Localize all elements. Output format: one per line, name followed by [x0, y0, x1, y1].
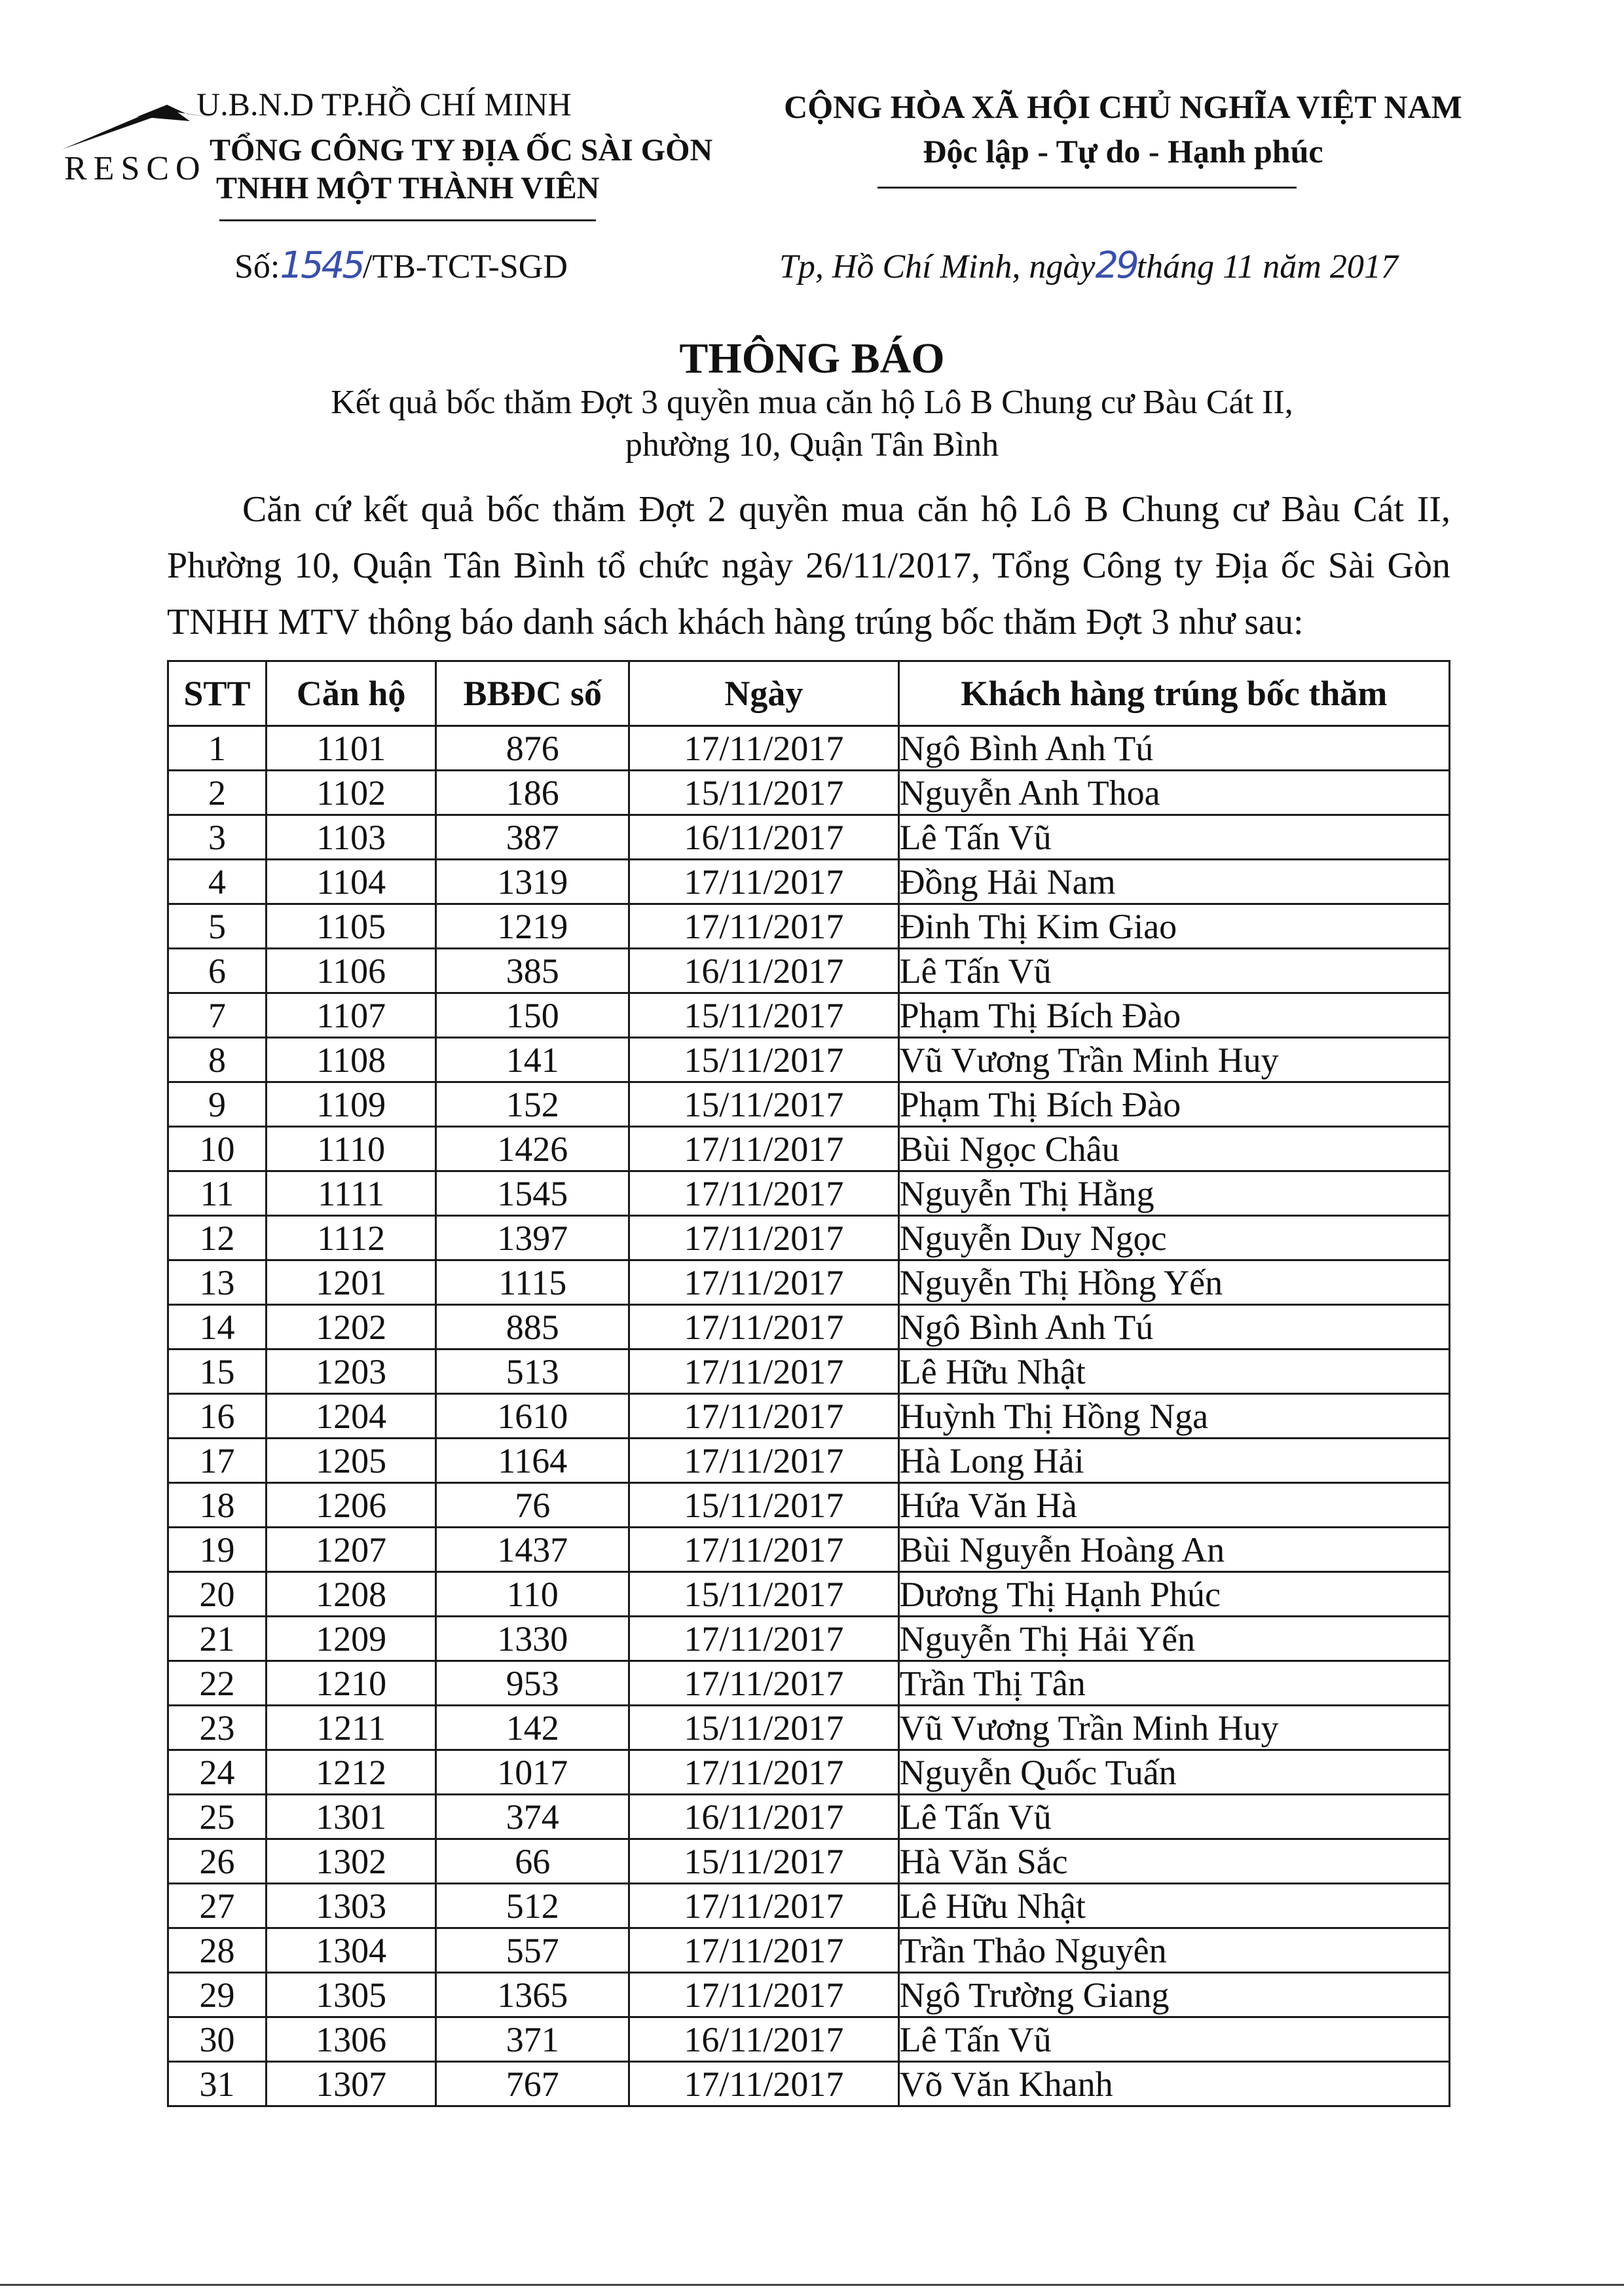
cell-date: 17/11/2017	[629, 1439, 899, 1483]
cell-contract-number: 1017	[436, 1750, 629, 1795]
cell-apartment: 1108	[266, 1038, 436, 1082]
table-row	[168, 1394, 1450, 1439]
cell-contract-number: 1164	[436, 1439, 629, 1483]
table-row	[168, 949, 1450, 993]
cell-date: 17/11/2017	[629, 1127, 899, 1171]
cell-date: 17/11/2017	[629, 904, 899, 949]
cell-apartment: 1107	[266, 993, 436, 1038]
table-row	[168, 1528, 1450, 1572]
cell-apartment: 1201	[266, 1260, 436, 1305]
cell-stt: 17	[168, 1439, 267, 1483]
cell-contract-number: 767	[436, 2062, 629, 2106]
cell-apartment: 1205	[266, 1439, 436, 1483]
cell-apartment: 1203	[266, 1349, 436, 1394]
cell-customer: Lê Tấn Vũ	[898, 2017, 1449, 2062]
cell-stt: 8	[168, 1038, 267, 1082]
cell-date: 17/11/2017	[629, 726, 899, 771]
cell-apartment: 1104	[266, 860, 436, 904]
cell-stt: 19	[168, 1528, 267, 1572]
table-row	[168, 815, 1450, 860]
cell-date: 17/11/2017	[629, 1617, 899, 1661]
table-row	[168, 1038, 1450, 1082]
cell-apartment: 1304	[266, 1928, 436, 1973]
cell-customer: Đồng Hải Nam	[898, 860, 1449, 904]
cell-contract-number: 1397	[436, 1216, 629, 1260]
cell-stt: 5	[168, 904, 267, 949]
cell-customer: Nguyễn Quốc Tuấn	[898, 1750, 1449, 1795]
cell-customer: Ngô Bình Anh Tú	[898, 1305, 1449, 1349]
cell-contract-number: 1545	[436, 1171, 629, 1216]
cell-stt: 6	[168, 949, 267, 993]
cell-date: 17/11/2017	[629, 1394, 899, 1439]
document-title: THÔNG BÁO	[679, 335, 945, 382]
cell-stt: 13	[168, 1260, 267, 1305]
cell-date: 17/11/2017	[629, 1260, 899, 1305]
cell-date: 17/11/2017	[629, 1528, 899, 1572]
cell-contract-number: 1330	[436, 1617, 629, 1661]
doc-number-prefix: Số:	[234, 248, 280, 285]
cell-date: 17/11/2017	[629, 1661, 899, 1706]
cell-contract-number: 1219	[436, 904, 629, 949]
cell-apartment: 1206	[266, 1483, 436, 1528]
cell-contract-number: 152	[436, 1082, 629, 1127]
cell-stt: 18	[168, 1483, 267, 1528]
cell-contract-number: 385	[436, 949, 629, 993]
cell-date: 17/11/2017	[629, 1750, 899, 1795]
cell-date: 16/11/2017	[629, 949, 899, 993]
cell-apartment: 1305	[266, 1973, 436, 2017]
cell-apartment: 1209	[266, 1617, 436, 1661]
table-row	[168, 1884, 1450, 1928]
cell-date: 17/11/2017	[629, 2062, 899, 2106]
cell-apartment: 1306	[266, 2017, 436, 2062]
org-divider	[219, 219, 596, 221]
table-row	[168, 1260, 1450, 1305]
cell-customer: Vũ Vương Trần Minh Huy	[898, 1038, 1449, 1082]
cell-customer: Dương Thị Hạnh Phúc	[898, 1572, 1449, 1617]
page-bottom-rule	[0, 2284, 1624, 2286]
table-row	[168, 1973, 1450, 2017]
cell-customer: Lê Tấn Vũ	[898, 815, 1449, 860]
cell-date: 15/11/2017	[629, 1483, 899, 1528]
cell-stt: 14	[168, 1305, 267, 1349]
table-row	[168, 1305, 1450, 1349]
cell-apartment: 1110	[266, 1127, 436, 1171]
table-row	[168, 1617, 1450, 1661]
document-number	[234, 244, 568, 287]
cell-date: 15/11/2017	[629, 1706, 899, 1750]
table-row	[168, 1839, 1450, 1884]
cell-date: 15/11/2017	[629, 771, 899, 815]
table-row	[168, 2017, 1450, 2062]
cell-customer: Ngô Trường Giang	[898, 1973, 1449, 2017]
cell-stt: 1	[168, 726, 267, 771]
cell-contract-number: 1437	[436, 1528, 629, 1572]
cell-contract-number: 1610	[436, 1394, 629, 1439]
cell-contract-number: 66	[436, 1839, 629, 1884]
cell-stt: 28	[168, 1928, 267, 1973]
cell-apartment: 1303	[266, 1884, 436, 1928]
cell-apartment: 1212	[266, 1750, 436, 1795]
cell-stt: 4	[168, 860, 267, 904]
table-row	[168, 904, 1450, 949]
cell-stt: 26	[168, 1839, 267, 1884]
table-row	[168, 1795, 1450, 1839]
motto-divider	[877, 187, 1297, 189]
cell-apartment: 1301	[266, 1795, 436, 1839]
table-row	[168, 1439, 1450, 1483]
table-row	[168, 993, 1450, 1038]
cell-customer: Võ Văn Khanh	[898, 2062, 1449, 2106]
table-body	[168, 726, 1450, 2106]
cell-customer: Phạm Thị Bích Đào	[898, 993, 1449, 1038]
cell-customer: Trần Thảo Nguyên	[898, 1928, 1449, 1973]
header-date: Ngày	[629, 661, 899, 726]
cell-stt: 22	[168, 1661, 267, 1706]
cell-date: 16/11/2017	[629, 815, 899, 860]
cell-contract-number: 512	[436, 1884, 629, 1928]
table-row	[168, 1216, 1450, 1260]
table-row	[168, 1750, 1450, 1795]
parent-org-name: U.B.N.D TP.HỒ CHÍ MINH	[196, 86, 572, 122]
cell-customer: Ngô Bình Anh Tú	[898, 726, 1449, 771]
cell-date: 17/11/2017	[629, 1884, 899, 1928]
table-row	[168, 2062, 1450, 2106]
cell-apartment: 1106	[266, 949, 436, 993]
cell-stt: 29	[168, 1973, 267, 2017]
cell-apartment: 1105	[266, 904, 436, 949]
cell-contract-number: 876	[436, 726, 629, 771]
cell-customer: Bùi Ngọc Châu	[898, 1127, 1449, 1171]
intro-paragraph: Căn cứ kết quả bốc thăm Đợt 2 quyền mua căn hộ Lô B Chung cư Bàu Cát II, Phường 10, Quận Tân Bình tổ chức ngày 26/11/2017, Tổng Công ty Địa ốc Sài Gòn TNHH MTV thông báo danh sách khách hàng trúng bốc thăm Đợt 3 như sau:	[167, 489, 1450, 642]
cell-stt: 7	[168, 993, 267, 1038]
cell-customer: Lê Hữu Nhật	[898, 1884, 1449, 1928]
cell-apartment: 1111	[266, 1171, 436, 1216]
cell-date: 15/11/2017	[629, 993, 899, 1038]
cell-customer: Hứa Văn Hà	[898, 1483, 1449, 1528]
table-row	[168, 1572, 1450, 1617]
cell-apartment: 1211	[266, 1706, 436, 1750]
cell-stt: 21	[168, 1617, 267, 1661]
date-prefix: Tp, Hồ Chí Minh, ngày	[779, 248, 1096, 285]
cell-date: 15/11/2017	[629, 1572, 899, 1617]
cell-contract-number: 150	[436, 993, 629, 1038]
cell-contract-number: 1115	[436, 1260, 629, 1305]
cell-stt: 20	[168, 1572, 267, 1617]
cell-apartment: 1112	[266, 1216, 436, 1260]
cell-stt: 2	[168, 771, 267, 815]
cell-contract-number: 557	[436, 1928, 629, 1973]
cell-contract-number: 953	[436, 1661, 629, 1706]
cell-contract-number: 885	[436, 1305, 629, 1349]
cell-stt: 9	[168, 1082, 267, 1127]
cell-apartment: 1208	[266, 1572, 436, 1617]
cell-stt: 23	[168, 1706, 267, 1750]
cell-contract-number: 110	[436, 1572, 629, 1617]
cell-customer: Lê Tấn Vũ	[898, 1795, 1449, 1839]
cell-date: 15/11/2017	[629, 1038, 899, 1082]
cell-contract-number: 186	[436, 771, 629, 815]
cell-contract-number: 513	[436, 1349, 629, 1394]
cell-apartment: 1101	[266, 726, 436, 771]
nation-title: CỘNG HÒA XÃ HỘI CHỦ NGHĨA VIỆT NAM	[784, 88, 1462, 125]
cell-date: 17/11/2017	[629, 860, 899, 904]
cell-apartment: 1302	[266, 1839, 436, 1884]
cell-stt: 27	[168, 1884, 267, 1928]
table-row	[168, 726, 1450, 771]
cell-customer: Nguyễn Anh Thoa	[898, 771, 1449, 815]
cell-contract-number: 1365	[436, 1973, 629, 2017]
cell-date: 15/11/2017	[629, 1082, 899, 1127]
doc-number-suffix: /TB-TCT-SGD	[362, 248, 568, 285]
header-customer: Khách hàng trúng bốc thăm	[898, 661, 1449, 726]
table-row	[168, 1928, 1450, 1973]
logo-text: RESCO	[64, 150, 207, 187]
cell-date: 15/11/2017	[629, 1839, 899, 1884]
cell-stt: 11	[168, 1171, 267, 1216]
cell-apartment: 1109	[266, 1082, 436, 1127]
cell-customer: Hà Văn Sắc	[898, 1839, 1449, 1884]
header-contract-number: BBĐC số	[436, 661, 629, 726]
cell-customer: Trần Thị Tân	[898, 1661, 1449, 1706]
results-table	[167, 660, 1450, 2107]
document-subtitle-line2: phường 10, Quận Tân Bình	[625, 426, 999, 464]
cell-customer: Đinh Thị Kim Giao	[898, 904, 1449, 949]
cell-date: 16/11/2017	[629, 2017, 899, 2062]
company-type: TNHH MỘT THÀNH VIÊN	[216, 171, 600, 206]
cell-contract-number: 141	[436, 1038, 629, 1082]
date-day-handwritten: 29	[1095, 244, 1137, 287]
cell-stt: 10	[168, 1127, 267, 1171]
cell-apartment: 1102	[266, 771, 436, 815]
cell-date: 17/11/2017	[629, 1216, 899, 1260]
document-subtitle-line1: Kết quả bốc thăm Đợt 3 quyền mua căn hộ Lô B Chung cư Bàu Cát II,	[331, 384, 1293, 421]
cell-apartment: 1207	[266, 1528, 436, 1572]
cell-contract-number: 142	[436, 1706, 629, 1750]
company-name: TỔNG CÔNG TY ĐỊA ỐC SÀI GÒN	[210, 133, 713, 168]
cell-customer: Lê Tấn Vũ	[898, 949, 1449, 993]
cell-stt: 30	[168, 2017, 267, 2062]
cell-stt: 25	[168, 1795, 267, 1839]
cell-customer: Huỳnh Thị Hồng Nga	[898, 1394, 1449, 1439]
cell-apartment: 1202	[266, 1305, 436, 1349]
table-row	[168, 1171, 1450, 1216]
cell-stt: 12	[168, 1216, 267, 1260]
cell-customer: Phạm Thị Bích Đào	[898, 1082, 1449, 1127]
cell-customer: Bùi Nguyễn Hoàng An	[898, 1528, 1449, 1572]
cell-contract-number: 371	[436, 2017, 629, 2062]
cell-customer: Nguyễn Duy Ngọc	[898, 1216, 1449, 1260]
table-row	[168, 1127, 1450, 1171]
table-row	[168, 1349, 1450, 1394]
cell-customer: Nguyễn Thị Hằng	[898, 1171, 1449, 1216]
cell-contract-number: 374	[436, 1795, 629, 1839]
cell-customer: Vũ Vương Trần Minh Huy	[898, 1706, 1449, 1750]
cell-stt: 16	[168, 1394, 267, 1439]
cell-date: 17/11/2017	[629, 1171, 899, 1216]
table-row	[168, 1706, 1450, 1750]
date-suffix: tháng 11 năm 2017	[1136, 248, 1398, 285]
cell-contract-number: 387	[436, 815, 629, 860]
table-row	[168, 1661, 1450, 1706]
cell-stt: 3	[168, 815, 267, 860]
cell-apartment: 1210	[266, 1661, 436, 1706]
cell-customer: Hà Long Hải	[898, 1439, 1449, 1483]
cell-customer: Nguyễn Thị Hải Yến	[898, 1617, 1449, 1661]
doc-number-handwritten: 1545	[280, 244, 363, 287]
cell-apartment: 1307	[266, 2062, 436, 2106]
cell-contract-number: 1426	[436, 1127, 629, 1171]
cell-customer: Lê Hữu Nhật	[898, 1349, 1449, 1394]
table-row	[168, 1483, 1450, 1528]
table-row	[168, 860, 1450, 904]
national-header	[760, 85, 1486, 170]
cell-contract-number: 76	[436, 1483, 629, 1528]
document-date	[779, 244, 1398, 287]
table-row	[168, 1082, 1450, 1127]
header-apartment: Căn hộ	[266, 661, 436, 726]
table-header-row	[168, 661, 1450, 726]
nation-motto: Độc lập - Tự do - Hạnh phúc	[923, 133, 1323, 170]
cell-date: 17/11/2017	[629, 1305, 899, 1349]
cell-stt: 24	[168, 1750, 267, 1795]
cell-stt: 15	[168, 1349, 267, 1394]
header-stt: STT	[168, 661, 267, 726]
cell-date: 16/11/2017	[629, 1795, 899, 1839]
cell-stt: 31	[168, 2062, 267, 2106]
cell-customer: Nguyễn Thị Hồng Yến	[898, 1260, 1449, 1305]
cell-date: 17/11/2017	[629, 1349, 899, 1394]
cell-date: 17/11/2017	[629, 1928, 899, 1973]
cell-date: 17/11/2017	[629, 1973, 899, 2017]
table-row	[168, 771, 1450, 815]
cell-contract-number: 1319	[436, 860, 629, 904]
cell-apartment: 1204	[266, 1394, 436, 1439]
cell-apartment: 1103	[266, 815, 436, 860]
